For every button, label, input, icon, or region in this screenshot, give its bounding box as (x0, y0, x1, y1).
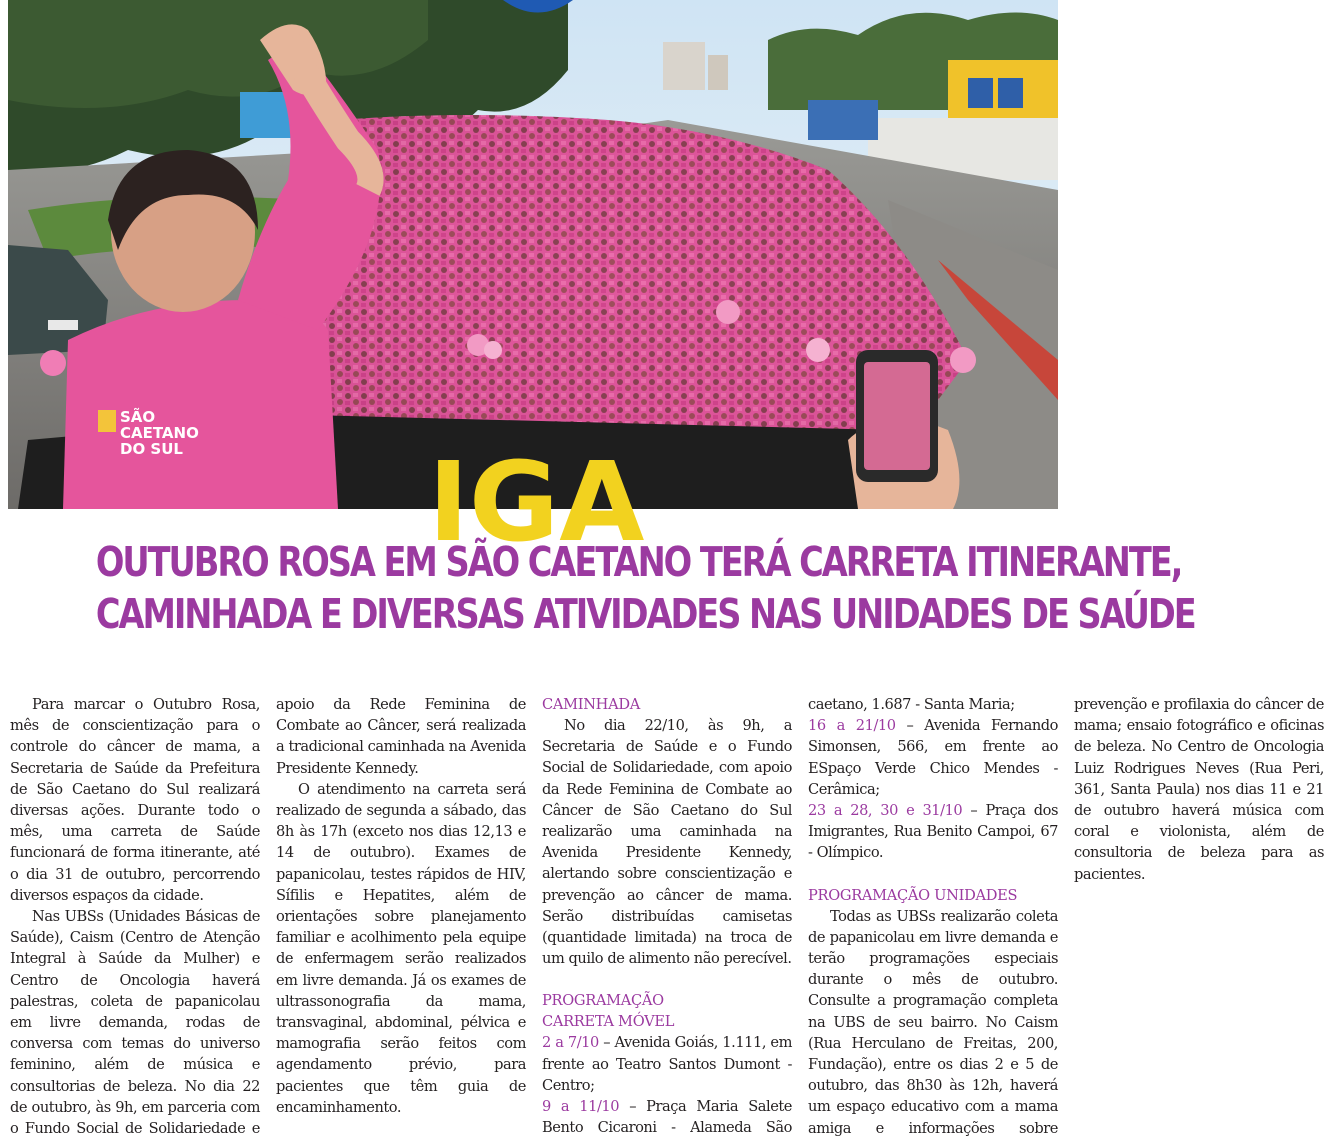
schedule-dates: 23 a 28, 30 e 31/10 (808, 802, 963, 820)
intro-paragraph-3: O atendimento na carreta será realizado de segunda a sábado, das 8h às 17h (exceto nos dias 12,13 e 14 de outubro). Exames de papanicolau, testes rápidos de HIV, Sífilis e Hepatites, além de orientações sobre planejamento familiar e acolhimento pela equipe de enfermagem serão realizados em livre demanda. Já os exames de ultrassonografia da mama, transvaginal, abdominal, pélvica e mamografia serão feitos com agendamento prévio, para pacientes que têm guia de encaminhamento. (276, 780, 526, 1116)
banner-letters: IGA (428, 438, 645, 566)
shirt-logo-line3: DO SUL (120, 440, 183, 458)
intro-paragraph-1: Para marcar o Outubro Rosa, mês de conscientização para o controle do câncer de mama, a Secretaria de Saúde da Prefeitura de São Caetano do Sul realizará diversas ações. Durante todo o mês, uma carreta de Saúde funcionará de forma itinerante, até o dia 31 de outubro, percorrendo diversos espaços da cidade. (10, 696, 260, 904)
shirt-logo-line1: SÃO (120, 408, 156, 426)
schedule-dates: 16 a 21/10 (808, 717, 896, 735)
carreta-schedule-item (808, 800, 1058, 864)
unidades-text: Todas as UBSs realizarão coleta de papanicolau em livre demanda e terão programações especiais durante o mês de outubro. Consulte a programação completa na UBS de seu bairro. No Caism (Rua Herculano de Freitas, 200, Fundação), entre os dias 2 e 5 de outubro, das 8h30 às 12h, haverá um espaço educativo com a mama amiga e informações sobre prevenção e profilaxia do câncer de mama; ensaio fotográfico e oficinas de beleza. No Centro de Oncologia Luiz Rodrigues Neves (Rua Peri, 361, Santa Paula) nos dias 11 e 21 de outubro haverá música com coral e violonista, além de consultoria de beleza para as pacientes. (808, 696, 1324, 1137)
schedule-location: – Avenida Fernando Simonsen, 566, em frente ao ESpaço Verde Chico Mendes - Cerâmica; (808, 717, 1058, 798)
schedule-location: – Praça Maria Salete Bento Cicaroni - Alameda São caetano, 1.687 - Santa Maria; (542, 696, 1015, 1137)
shirt-logo-line2: CAETANO (120, 424, 199, 442)
carreta-schedule-item (542, 1032, 792, 1096)
schedule-dates: 2 a 7/10 (542, 1034, 599, 1052)
carreta-schedule-item (808, 715, 1058, 800)
article-flow (10, 694, 1324, 1148)
carreta-heading (542, 990, 792, 1032)
schedule-location: – Avenida Goiás, 1.111, em frente ao Teatro Santos Dumont - Centro; (542, 1034, 792, 1094)
carreta-heading-line-1: PROGRAMAÇÃO (542, 992, 664, 1010)
unidades-heading-line-1: PROGRAMAÇÃO UNIDADES (808, 886, 1018, 904)
caminhada-text: No dia 22/10, às 9h, a Secretaria de Saúde e o Fundo Social de Solidariedade, com apoio da Rede Feminina de Combate ao Câncer de São Caetano do Sul realizarão uma caminhada na Avenida Presidente Kennedy, alertando sobre conscientização e prevenção ao câncer de mama. Serão distribuídas camisetas (quantidade limitada) na troca de um quilo de alimento não perecível. (542, 717, 792, 968)
schedule-location: – Praça dos Imigrantes, Rua Benito Campoi, 67 - Olímpico. (808, 802, 1058, 862)
intro-paragraph-2: Nas UBSs (Unidades Básicas de Saúde), Caism (Centro de Atenção Integral à Saúde da Mulher) e Centro de Oncologia haverá palestras, coleta de papanicolau em livre demanda, rodas de conversa com temas do universo feminino, além de música e consultorias de beleza. No dia 22 de outubro, às 9h, em parceria com o Fundo Social de Solidariedade e apoio da Rede Feminina de Combate ao Câncer, será realizada a tradicional caminhada na Avenida Presidente Kennedy. (10, 696, 526, 1138)
headline-line-2: CAMINHADA E DIVERSAS ATIVIDADES NAS UNIDADES DE SAÚDE (95, 590, 1195, 638)
caminhada-heading (542, 694, 792, 715)
unidades-heading (808, 885, 1058, 906)
headline (95, 536, 1195, 640)
headline-line-1: OUTUBRO ROSA EM SÃO CAETANO TERÁ CARRETA ITINERANTE, (95, 538, 1182, 586)
schedule-dates: 9 a 11/10 (542, 1098, 620, 1116)
carreta-heading-line-2: CARRETA MÓVEL (542, 1013, 675, 1031)
caminhada-heading-line-1: CAMINHADA (542, 696, 640, 713)
